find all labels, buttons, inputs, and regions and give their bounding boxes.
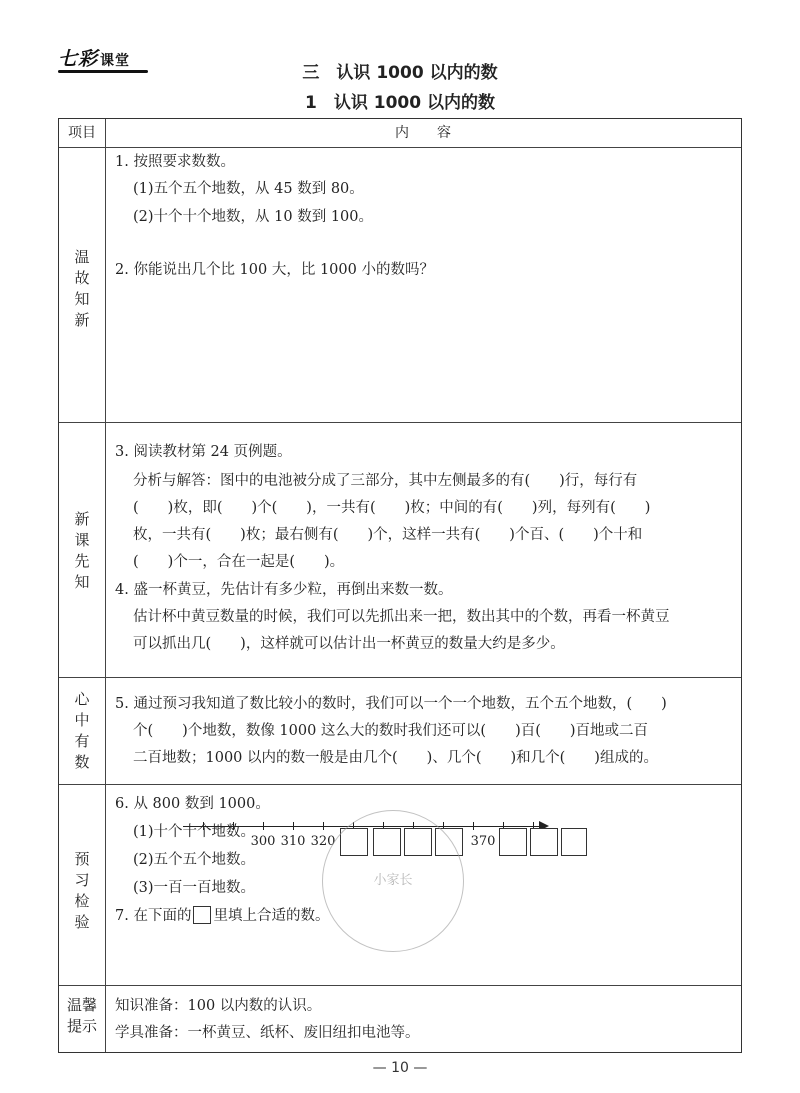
section-label-in-mind: 心 中 有 数	[74, 690, 90, 771]
question-3-line: 枚，一共有( )枚；最右侧有( )个，这样一共有( )个百、( )个十和	[133, 527, 643, 543]
question-7-text-before: 7. 在下面的	[115, 908, 192, 924]
section-label-review: 温 故 知 新	[74, 248, 90, 329]
tick-label: 310	[280, 834, 306, 849]
question-3-line: ( )枚，即( )个( )，一共有( )枚；中间的有( )列，每列有( )	[133, 500, 651, 516]
question-5: 5. 通过预习我知道了数比较小的数时，我们可以一个一个地数，五个五个地数，( )	[115, 696, 667, 712]
brand-logo: 七彩 课堂	[58, 48, 131, 70]
tick-mark	[233, 822, 234, 830]
question-3-line: ( )个一，合在一起是( )。	[133, 554, 345, 570]
tick-label: 320	[310, 834, 336, 849]
row-divider	[59, 422, 741, 423]
number-line-blank-box[interactable]	[530, 828, 558, 856]
section-label-preview-check: 预 习 检 验	[74, 850, 90, 931]
section-title: 1 认识 1000 以内的数	[305, 93, 495, 113]
question-4: 4. 盛一杯黄豆，先估计有多少粒，再倒出来数一数。	[115, 582, 453, 598]
tip-knowledge: 知识准备：100 以内数的认识。	[115, 998, 322, 1014]
chapter-title: 三 认识 1000 以内的数	[302, 63, 498, 83]
question-6-part-3: (3)一百一百地数。	[133, 880, 256, 896]
tick-mark	[203, 822, 204, 830]
section-label-new-lesson: 新 课 先 知	[74, 510, 90, 591]
question-3: 3. 阅读教材第 24 页例题。	[115, 444, 292, 460]
number-line-blank-box[interactable]	[561, 828, 587, 856]
tick-label: 300	[250, 834, 276, 849]
question-6-part-1: (1)十个十个地数。	[133, 824, 256, 840]
watermark-stamp-text: 小家长	[373, 873, 413, 888]
watermark-stamp	[322, 810, 464, 952]
blank-box-icon	[193, 906, 211, 924]
tick-mark	[473, 822, 474, 830]
row-divider	[59, 677, 741, 678]
tick-mark	[323, 822, 324, 830]
tick-mark	[293, 822, 294, 830]
row-divider	[59, 147, 741, 148]
tip-tools: 学具准备：一杯黄豆、纸杯、废旧纽扣电池等。	[115, 1025, 420, 1041]
row-divider	[59, 784, 741, 785]
column-divider	[105, 119, 106, 1052]
question-3-line: 分析与解答：图中的电池被分成了三部分，其中左侧最多的有( )行，每行有	[133, 473, 638, 489]
question-1: 1. 按照要求数数。	[115, 154, 235, 170]
column-header-item: 项目	[68, 125, 96, 141]
question-7-text-after: 里填上合适的数。	[213, 908, 330, 924]
question-5-line: 二百地数；1000 以内的数一般是由几个( )、几个( )和几个( )组成的。	[133, 750, 658, 766]
question-2: 2. 你能说出几个比 100 大，比 1000 小的数吗？	[115, 262, 434, 278]
row-divider	[59, 985, 741, 986]
question-5-line: 个( )个地数，数像 1000 这么大的数时我们还可以( )百( )百地或二百	[133, 723, 649, 739]
tick-mark	[263, 822, 264, 830]
question-6-part-2: (2)五个五个地数。	[133, 852, 256, 868]
question-6: 6. 从 800 数到 1000。	[115, 796, 270, 812]
question-1-part-2: (2)十个十个地数，从 10 数到 100。	[133, 209, 373, 225]
tick-label: 370	[470, 834, 496, 849]
section-label-tips: 温馨 提示	[66, 996, 97, 1035]
page-number: — 10 —	[372, 1060, 428, 1076]
question-1-part-1: (1)五个五个地数，从 45 数到 80。	[133, 181, 364, 197]
question-4-line: 估计杯中黄豆数量的时候，我们可以先抓出来一把，数出其中的个数，再看一杯黄豆	[133, 609, 670, 625]
number-line-blank-box[interactable]	[499, 828, 527, 856]
column-header-content: 内 容	[395, 125, 451, 141]
question-4-line: 可以抓出几( )，这样就可以估计出一杯黄豆的数量大约是多少。	[133, 636, 565, 652]
